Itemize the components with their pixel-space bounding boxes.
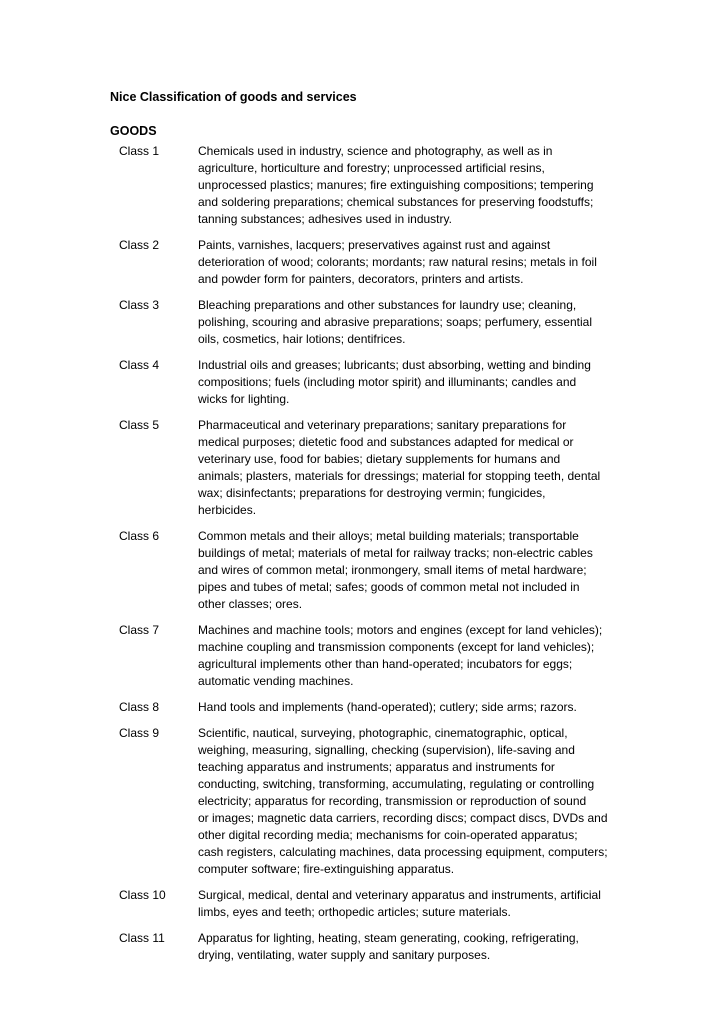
class-list <box>119 143 624 973</box>
description-line: electricity; apparatus for recording, transmission or reproduction of sound <box>198 794 587 808</box>
class-label: Class 5 <box>119 418 160 432</box>
description-line: herbicides. <box>198 503 257 517</box>
section-heading: GOODS <box>110 124 157 138</box>
class-row <box>119 930 624 964</box>
description-line: Bleaching preparations and other substances for laundry use; cleaning, <box>198 298 577 312</box>
class-row <box>119 528 624 613</box>
description-line: agricultural implements other than hand-operated; incubators for eggs; <box>198 657 573 671</box>
class-row <box>119 699 624 716</box>
class-label: Class 4 <box>119 358 160 372</box>
description-line: wicks for lighting. <box>198 392 290 406</box>
description-line: automatic vending machines. <box>198 674 354 688</box>
class-row <box>119 357 624 408</box>
description-line: pipes and tubes of metal; safes; goods of common metal not included in <box>198 580 580 594</box>
description-line: Hand tools and implements (hand-operated); cutlery; side arms; razors. <box>198 700 577 714</box>
description-line: buildings of metal; materials of metal for railway tracks; non-electric cables <box>198 546 593 560</box>
description-line: Paints, varnishes, lacquers; preservatives against rust and against <box>198 238 551 252</box>
class-label: Class 1 <box>119 144 160 158</box>
description-line: computer software; fire-extinguishing apparatus. <box>198 862 455 876</box>
description-line: Apparatus for lighting, heating, steam generating, cooking, refrigerating, <box>198 931 579 945</box>
class-description <box>198 297 624 348</box>
class-row <box>119 622 624 690</box>
class-row <box>119 297 624 348</box>
description-line: teaching apparatus and instruments; apparatus and instruments for <box>198 760 555 774</box>
class-label: Class 11 <box>119 931 165 945</box>
class-description <box>198 357 624 408</box>
description-line: veterinary use, food for babies; dietary supplements for humans and <box>198 452 561 466</box>
description-line: limbs, eyes and teeth; orthopedic articles; suture materials. <box>198 905 511 919</box>
description-line: deterioration of wood; colorants; mordants; raw natural resins; metals in foil <box>198 255 597 269</box>
class-description <box>198 143 624 228</box>
class-label: Class 3 <box>119 298 160 312</box>
class-description <box>198 699 624 716</box>
description-line: other classes; ores. <box>198 597 303 611</box>
class-description <box>198 622 624 690</box>
description-line: and soldering preparations; chemical substances for preserving foodstuffs; <box>198 195 594 209</box>
class-description <box>198 528 624 613</box>
description-line: animals; plasters, materials for dressings; material for stopping teeth, dental <box>198 469 601 483</box>
description-line: other digital recording media; mechanisms for coin-operated apparatus; <box>198 828 578 842</box>
description-line: Common metals and their alloys; metal building materials; transportable <box>198 529 579 543</box>
description-line: wax; disinfectants; preparations for destroying vermin; fungicides, <box>198 486 546 500</box>
description-line: cash registers, calculating machines, data processing equipment, computers; <box>198 845 608 859</box>
description-line: Surgical, medical, dental and veterinary apparatus and instruments, artificial <box>198 888 601 902</box>
description-line: Industrial oils and greases; lubricants; dust absorbing, wetting and binding <box>198 358 591 372</box>
description-line: conducting, switching, transforming, accumulating, regulating or controlling <box>198 777 595 791</box>
description-line: Pharmaceutical and veterinary preparations; sanitary preparations for <box>198 418 567 432</box>
class-label: Class 8 <box>119 700 160 714</box>
description-line: medical purposes; dietetic food and substances adapted for medical or <box>198 435 574 449</box>
class-description <box>198 237 624 288</box>
class-description <box>198 725 624 878</box>
class-description <box>198 887 624 921</box>
class-label: Class 9 <box>119 726 160 740</box>
description-line: drying, ventilating, water supply and sanitary purposes. <box>198 948 491 962</box>
class-row <box>119 143 624 228</box>
description-line: oils, cosmetics, hair lotions; dentifrices. <box>198 332 406 346</box>
description-line: Scientific, nautical, surveying, photographic, cinematographic, optical, <box>198 726 568 740</box>
class-row <box>119 237 624 288</box>
class-label: Class 7 <box>119 623 160 637</box>
class-label: Class 10 <box>119 888 166 902</box>
class-description <box>198 930 624 964</box>
description-line: or images; magnetic data carriers, recording discs; compact discs, DVDs and <box>198 811 608 825</box>
class-label: Class 2 <box>119 238 160 252</box>
description-line: agriculture, horticulture and forestry; unprocessed artificial resins, <box>198 161 545 175</box>
description-line: weighing, measuring, signalling, checking (supervision), life-saving and <box>198 743 575 757</box>
class-row <box>119 417 624 519</box>
class-row <box>119 887 624 921</box>
description-line: and wires of common metal; ironmongery, small items of metal hardware; <box>198 563 587 577</box>
description-line: tanning substances; adhesives used in industry. <box>198 212 452 226</box>
description-line: machine coupling and transmission components (except for land vehicles); <box>198 640 595 654</box>
description-line: and powder form for painters, decorators, printers and artists. <box>198 272 524 286</box>
description-line: polishing, scouring and abrasive preparations; soaps; perfumery, essential <box>198 315 592 329</box>
description-line: unprocessed plastics; manures; fire extinguishing compositions; tempering <box>198 178 594 192</box>
class-row <box>119 725 624 878</box>
description-line: Machines and machine tools; motors and engines (except for land vehicles); <box>198 623 603 637</box>
document-title: Nice Classification of goods and services <box>110 90 357 104</box>
class-description <box>198 417 624 519</box>
description-line: compositions; fuels (including motor spirit) and illuminants; candles and <box>198 375 577 389</box>
description-line: Chemicals used in industry, science and photography, as well as in <box>198 144 553 158</box>
class-label: Class 6 <box>119 529 160 543</box>
